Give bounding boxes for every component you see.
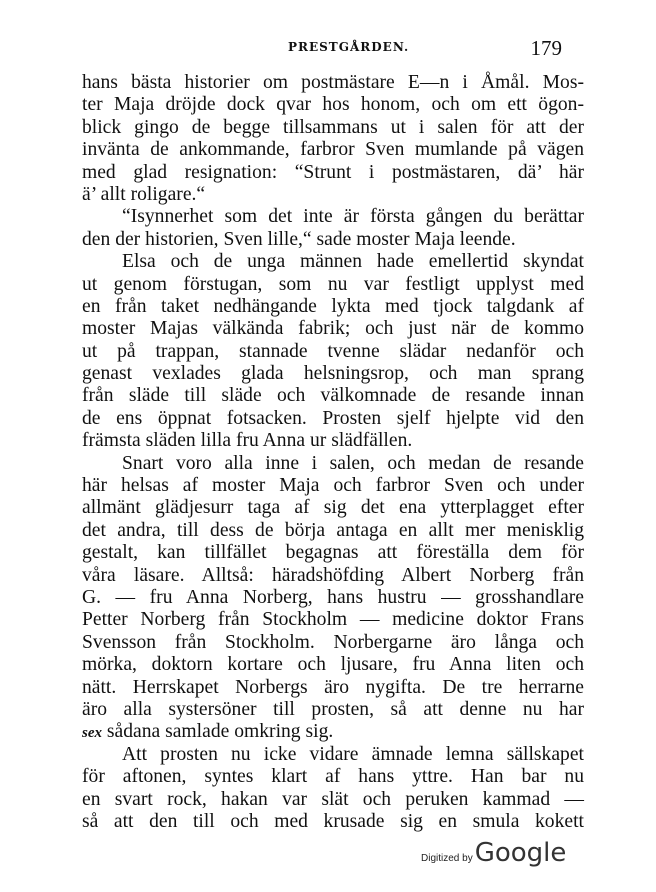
- body-text: [82, 72, 584, 833]
- text-line: här helsas af moster Maja och farbror Sven och under: [82, 475, 584, 497]
- text-line: Elsa och de unga männen hade emellertid skyndat: [122, 251, 584, 273]
- text-line: allmänt glädjesurr taga af sig det ena ytterplagget efter: [82, 497, 584, 519]
- running-title: PRESTGÅRDEN.: [288, 40, 410, 54]
- text-line: invänta de ankommande, farbror Sven mumlande på vägen: [82, 139, 584, 161]
- text-line: G. — fru Anna Norberg, hans hustru — grosshandlare: [82, 586, 584, 608]
- text-line: ut genom förstugan, som nu var festligt upplyst med: [82, 273, 584, 295]
- emphasized-word: sex: [82, 725, 102, 742]
- text-line: de ens öppnat fotsacken. Prosten sjelf hjelpte vid den: [82, 407, 584, 429]
- text-line: “Isynnerhet som det inte är första gången du berättar: [122, 206, 584, 228]
- google-logo: Google: [474, 838, 567, 868]
- text-line: gestalt, kan tillfället begagnas att föreställa dem för: [82, 542, 584, 564]
- page-number: 179: [530, 36, 562, 60]
- text-line: äro alla systersöner till prosten, så att denne nu har: [82, 698, 584, 720]
- text-line: nätt. Herrskapet Norbergs äro nygifta. De tre herrarne: [82, 676, 584, 698]
- digitized-by-label: Digitized by: [421, 853, 473, 864]
- text-line: moster Majas välkända fabrik; och just när de kommo: [82, 318, 584, 340]
- text-line: blick gingo de begge tillsammans ut i salen för att der: [82, 116, 584, 138]
- text-line: Petter Norberg från Stockholm — medicine doktor Frans: [82, 609, 584, 631]
- text-line: ter Maja dröjde dock qvar hos honom, och om ett ögon-: [82, 94, 584, 116]
- text-line-rest: sådana samlade omkring sig.: [106, 721, 334, 743]
- text-line: en svart rock, hakan var slät och peruken kammad —: [82, 788, 584, 810]
- text-line: den der historien, Sven lille,“ sade moster Maja leende.: [82, 228, 516, 250]
- text-line: det andra, till dess de börja antaga en allt mer menisklig: [82, 519, 584, 541]
- text-line: hans bästa historier om postmästare E—n i Åmål. Mos-: [82, 72, 584, 93]
- text-line: med glad resignation: “Strunt i postmästaren, dä’ här: [82, 161, 584, 183]
- text-line: en från taket nedhängande lykta med tjock talgdank af: [82, 295, 584, 317]
- text-line: Snart voro alla inne i salen, och medan de resande: [122, 452, 584, 474]
- text-line: främsta släden lilla fru Anna ur slädfällen.: [82, 430, 413, 452]
- text-line: genast vexlades glada helsningsrop, och man sprang: [82, 363, 584, 385]
- text-line: ä’ allt roligare.“: [82, 183, 206, 205]
- text-line-with-emphasis: [82, 721, 584, 743]
- text-line: ut på trappan, stannade tvenne slädar nedanför och: [82, 340, 584, 362]
- running-header: [82, 36, 562, 60]
- text-line: Svensson från Stockholm. Norbergarne äro långa och: [82, 631, 584, 653]
- text-line: våra läsare. Alltså: häradshöfding Albert Norberg från: [82, 564, 584, 586]
- digitized-watermark: [421, 838, 566, 868]
- text-line: från släde till släde och välkomnade de resande innan: [82, 385, 584, 407]
- text-line: så att den till och med krusade sig en smula kokett: [82, 810, 584, 832]
- text-line: för aftonen, syntes klart af hans yttre. Han bar nu: [82, 766, 584, 788]
- text-line: mörka, doktorn kortare och ljusare, fru Anna liten och: [82, 654, 584, 676]
- text-line: Att prosten nu icke vidare ämnade lemna sällskapet: [122, 743, 584, 765]
